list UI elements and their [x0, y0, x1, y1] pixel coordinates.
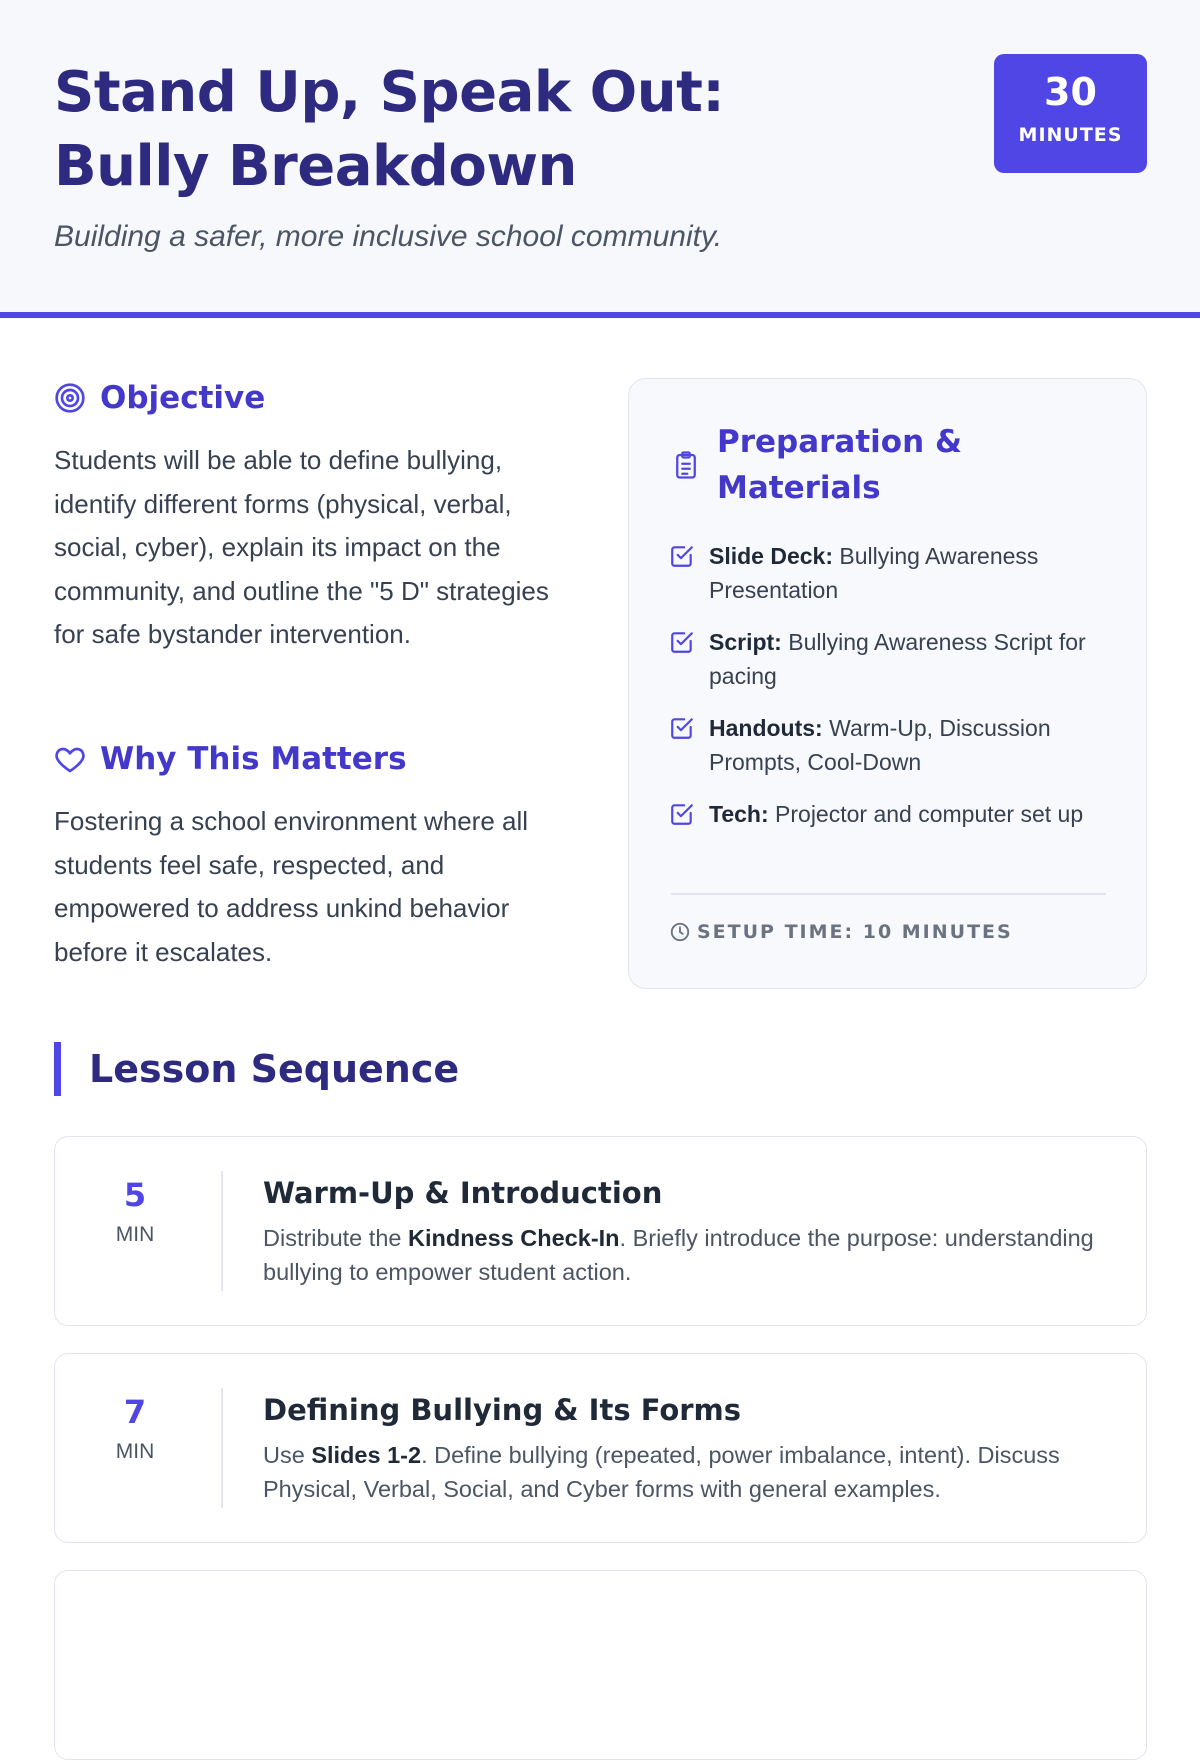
- checkbox-icon: [669, 801, 695, 827]
- step-duration: [55, 1175, 215, 1247]
- objective-heading-text: Objective: [100, 380, 266, 416]
- step-desc-part: Distribute the: [263, 1225, 408, 1251]
- checkbox-icon: [669, 629, 695, 655]
- lesson-step: [54, 1570, 1147, 1760]
- objective-heading: [54, 380, 265, 416]
- material-text: Bullying Awareness Presentation: [709, 543, 1039, 603]
- target-icon: [54, 382, 86, 414]
- divider: [221, 1388, 223, 1508]
- page-subtitle: Building a safer, more inclusive school community.: [54, 220, 723, 253]
- step-desc-bold: Kindness Check-In: [407, 1225, 620, 1251]
- checkbox-icon: [669, 543, 695, 569]
- divider: [671, 893, 1106, 895]
- list-item: [669, 625, 1109, 693]
- page-header: [0, 0, 1200, 318]
- list-item: [669, 711, 1109, 779]
- material-label: Tech:: [709, 801, 769, 827]
- why-heading-text: Why This Matters: [100, 741, 407, 777]
- lesson-sequence-heading-text: Lesson Sequence: [89, 1047, 460, 1091]
- step-desc-bold: Slides 1-2: [311, 1442, 422, 1468]
- divider: [221, 1171, 223, 1291]
- step-title: Defining Bullying & Its Forms: [263, 1393, 742, 1427]
- material-label: Script:: [709, 629, 782, 655]
- step-duration: [55, 1392, 215, 1464]
- list-item: [669, 797, 1109, 831]
- step-desc-part: . Briefly introduce the purpose: understanding bullying to empower student action.: [263, 1225, 1094, 1285]
- clipboard-icon: [671, 450, 701, 480]
- step-body: [263, 1173, 1113, 1289]
- preparation-card: [628, 378, 1147, 989]
- heart-icon: [54, 743, 86, 775]
- duration-unit: MINUTES: [1018, 124, 1123, 146]
- clock-icon: [669, 921, 691, 943]
- lesson-step: [54, 1136, 1147, 1326]
- material-label: Handouts:: [709, 715, 823, 741]
- step-description: [263, 1438, 1113, 1506]
- page-title: [54, 56, 914, 204]
- lesson-step: [54, 1353, 1147, 1543]
- title-line-1: Stand Up, Speak Out:: [54, 60, 725, 125]
- material-text: Projector and computer set up: [768, 801, 1084, 827]
- step-title: Warm-Up & Introduction: [263, 1176, 663, 1210]
- step-desc-part: . Define bullying (repeated, power imbalance, intent). Discuss Physical, Verbal, Social, and Cyber forms with general examples.: [263, 1442, 1060, 1502]
- step-unit: MIN: [115, 1440, 155, 1463]
- step-minutes: 7: [123, 1393, 147, 1431]
- material-text: Warm-Up, Discussion Prompts, Cool-Down: [709, 715, 1051, 775]
- lesson-sequence-heading: [54, 1042, 459, 1096]
- duration-value: 30: [1044, 70, 1097, 114]
- preparation-heading-text: Preparation & Materials: [717, 424, 962, 506]
- title-line-2: Bully Breakdown: [54, 134, 577, 199]
- step-description: [263, 1221, 1113, 1289]
- step-desc-part: Use: [263, 1442, 312, 1468]
- preparation-heading: [671, 419, 1007, 511]
- list-item: [669, 539, 1109, 607]
- why-heading: [54, 741, 407, 777]
- objective-text: Students will be able to define bullying, identify different forms (physical, verbal, social, cyber), explain its impact on the community, and outline the "5 D" strategies for safe bystander intervention.: [54, 445, 549, 649]
- why-text: Fostering a school environment where all students feel safe, respected, and empowered to address unkind behavior before it escalates.: [54, 806, 529, 967]
- step-unit: MIN: [115, 1223, 155, 1246]
- material-text: Bullying Awareness Script for pacing: [709, 629, 1086, 689]
- duration-badge: [994, 54, 1147, 173]
- checkbox-icon: [669, 715, 695, 741]
- step-body: [263, 1390, 1113, 1506]
- step-minutes: 5: [123, 1176, 147, 1214]
- materials-list: [669, 539, 1109, 849]
- material-label: Slide Deck:: [709, 543, 833, 569]
- setup-time-text: SETUP TIME: 10 MINUTES: [697, 921, 1013, 943]
- setup-time: [669, 921, 1013, 943]
